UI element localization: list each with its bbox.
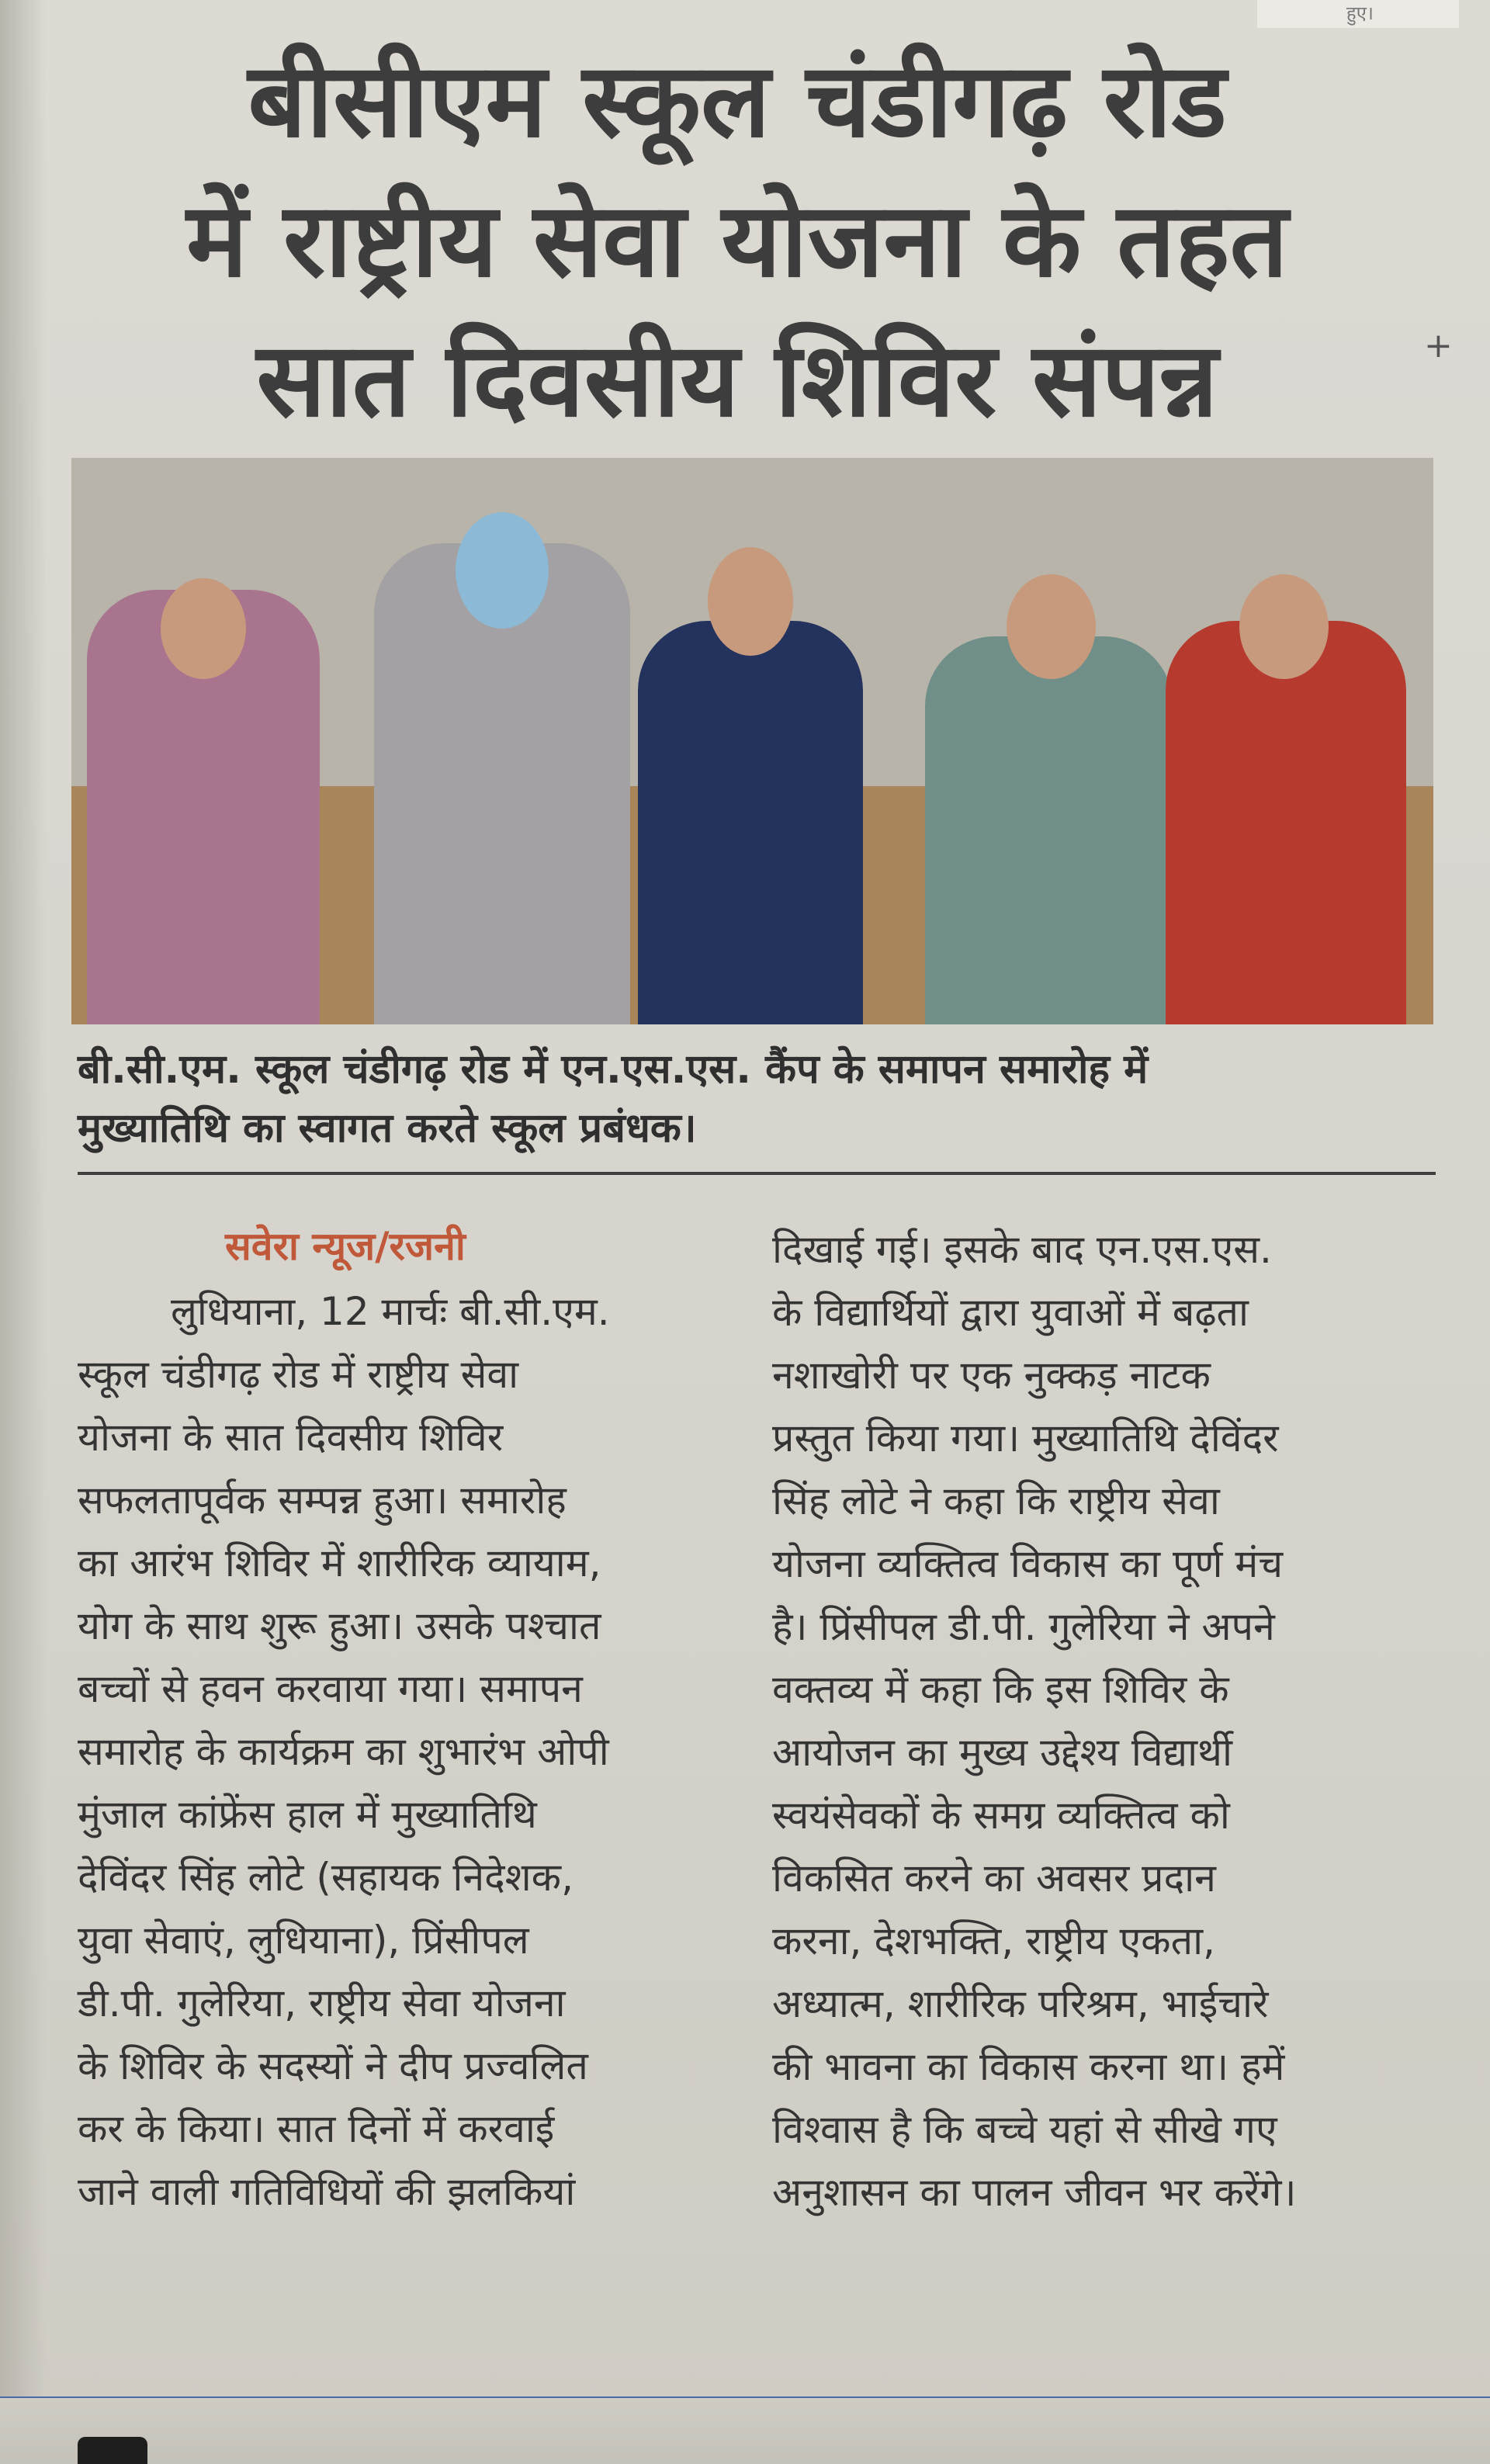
article-line: नशाखोरी पर एक नुक्कड़ नाटक xyxy=(772,1353,1211,1398)
article-line: लुधियाना, 12 मार्चः बी.सी.एम. xyxy=(171,1289,610,1334)
caption-divider xyxy=(78,1172,1436,1175)
headline-line: बीसीएम स्कूल चंडीगढ़ रोड xyxy=(248,41,1227,161)
headline-line: सात दिवसीय शिविर संपन्न xyxy=(256,321,1218,440)
photo-caption xyxy=(78,1040,1436,1158)
article-line: बच्चों से हवन करवाया गया। समापन xyxy=(78,1666,583,1711)
article-line: करना, देशभक्ति, राष्ट्रीय एकता, xyxy=(772,1918,1215,1963)
person-3 xyxy=(638,621,863,1024)
article-line: के विद्यार्थियों द्वारा युवाओं में बढ़ता xyxy=(772,1290,1249,1335)
article-line: अध्यात्म, शारीरिक परिश्रम, भाईचारे xyxy=(772,1981,1269,2026)
article-line: सफलतापूर्वक सम्पन्न हुआ। समारोह xyxy=(78,1478,567,1523)
article-line: है। प्रिंसीपल डी.पी. गुलेरिया ने अपने xyxy=(772,1604,1275,1649)
person-3-head xyxy=(708,547,793,656)
article-line: योग के साथ शुरू हुआ। उसके पश्चात xyxy=(78,1603,601,1648)
caption-line: बी.सी.एम. स्कूल चंडीगढ़ रोड में एन.एस.एस. कैंप के समापन समारोह में xyxy=(78,1046,1149,1093)
page-fold-shadow xyxy=(0,0,47,2464)
person-1-head xyxy=(161,578,246,679)
article-line: योजना के सात दिवसीय शिविर xyxy=(78,1415,504,1460)
caption-line: मुख्यातिथि का स्वागत करते स्कूल प्रबंधक। xyxy=(78,1105,697,1152)
article-line: कर के किया। सात दिनों में करवाई xyxy=(78,2106,555,2151)
person-5-head xyxy=(1239,574,1329,679)
article-line: योजना व्यक्तित्व विकास का पूर्ण मंच xyxy=(772,1541,1284,1586)
person-2-head xyxy=(456,512,549,629)
article-line: समारोह के कार्यक्रम का शुभारंभ ओपी xyxy=(78,1729,609,1774)
article-line: डी.पी. गुलेरिया, राष्ट्रीय सेवा योजना xyxy=(78,1981,566,2026)
article-line: विश्वास है कि बच्चे यहां से सीखे गए xyxy=(772,2107,1277,2152)
article-line: स्वयंसेवकों के समग्र व्यक्तित्व को xyxy=(772,1793,1230,1838)
article-column-right xyxy=(772,1218,1471,2224)
article-line: जाने वाली गतिविधियों की झलकियां xyxy=(78,2169,576,2214)
article-line: वक्तव्य में कहा कि इस शिविर के xyxy=(772,1667,1229,1712)
bottom-band xyxy=(0,2398,1490,2464)
article-line: के शिविर के सदस्यों ने दीप प्रज्वलित xyxy=(78,2043,588,2088)
byline: सवेरा न्यूज/रजनी xyxy=(225,1224,466,1269)
article-line: अनुशासन का पालन जीवन भर करेंगे। xyxy=(772,2170,1297,2215)
article-line: आयोजन का मुख्य उद्देश्य विद्यार्थी xyxy=(772,1730,1232,1775)
registration-mark: + xyxy=(1424,326,1453,366)
article-line: स्कूल चंडीगढ़ रोड में राष्ट्रीय सेवा xyxy=(78,1352,519,1397)
article-line: दिखाई गई। इसके बाद एन.एस.एस. xyxy=(772,1227,1272,1272)
headline-line: में राष्ट्रीय सेवा योजना के तहत xyxy=(186,181,1288,300)
article-line: प्रस्तुत किया गया। मुख्यातिथि देविंदर xyxy=(772,1416,1279,1461)
article-line: युवा सेवाएं, लुधियाना), प्रिंसीपल xyxy=(78,1918,529,1963)
article-line: विकसित करने का अवसर प्रदान xyxy=(772,1856,1216,1901)
article-line: की भावना का विकास करना था। हमें xyxy=(772,2044,1285,2089)
headline xyxy=(70,31,1405,450)
corner-text-fragment: हुए। xyxy=(1346,2,1374,24)
bottom-dark-shape xyxy=(78,2437,147,2464)
article-line: का आरंभ शिविर में शारीरिक व्यायाम, xyxy=(78,1540,601,1585)
article-line: देविंदर सिंह लोटे (सहायक निदेशक, xyxy=(78,1855,573,1900)
person-5 xyxy=(1166,621,1406,1024)
article-line: मुंजाल कांफ्रेंस हाल में मुख्यातिथि xyxy=(78,1792,537,1837)
person-4-head xyxy=(1007,574,1096,679)
article-column-left xyxy=(78,1281,729,2223)
person-4 xyxy=(925,636,1173,1024)
event-photo xyxy=(71,458,1433,1024)
article-line: सिंह लोटे ने कहा कि राष्ट्रीय सेवा xyxy=(772,1478,1220,1523)
